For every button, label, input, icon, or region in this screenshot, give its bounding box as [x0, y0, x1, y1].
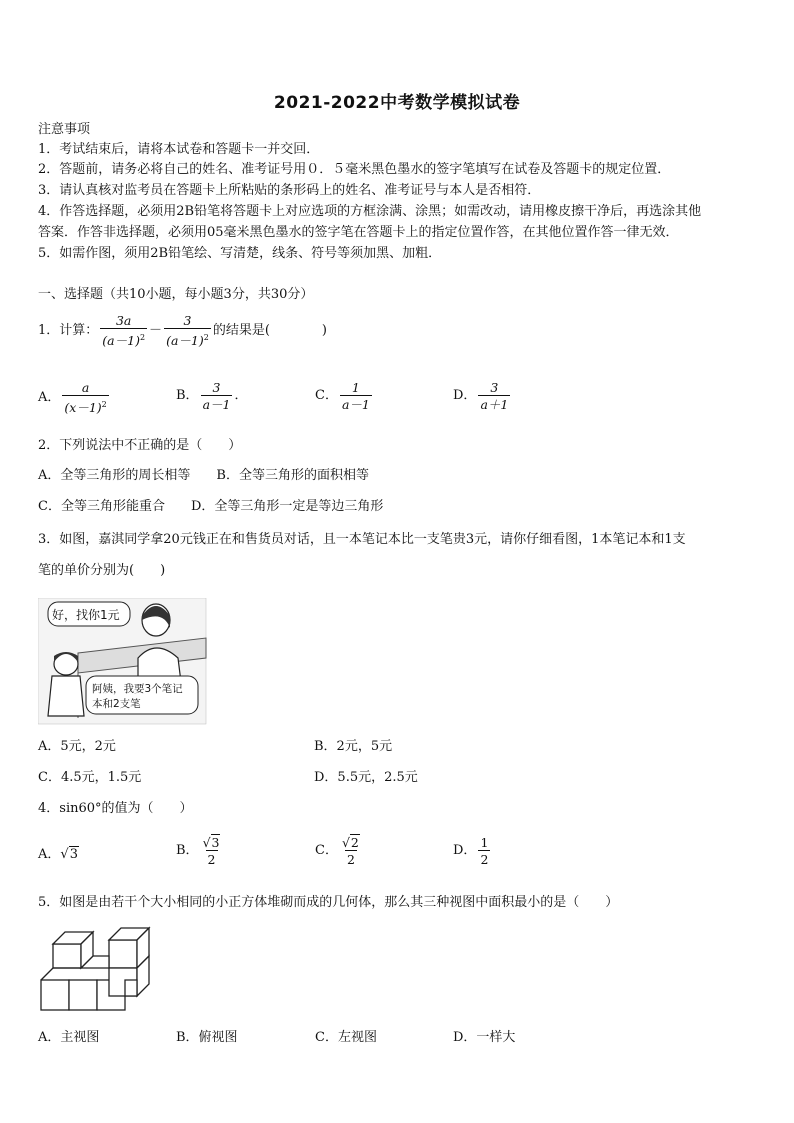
notice-item: 1．考试结束后，请将本试卷和答题卡一并交回． — [38, 142, 320, 157]
q1-option-b — [176, 380, 247, 412]
cube-stack-figure — [38, 926, 158, 1016]
denominator: a－1 — [341, 397, 370, 412]
question-3: 3．如图，嘉淇同学拿20元钱正在和售货员对话，且一本笔记本比一支笔贵3元，请你仔细看图，1本笔记本和1支 — [38, 532, 686, 547]
numerator: 1 — [351, 380, 360, 395]
q3-option-a: A．5元，2元 — [38, 739, 116, 754]
q1-f2-exponent: 2 — [203, 333, 209, 342]
q5-option-b: B．俯视图 — [176, 1030, 238, 1045]
q1-f2-den-text: (a－1) — [166, 333, 204, 349]
q4-option-d — [453, 835, 492, 867]
numerator: 3 — [490, 380, 499, 395]
option-label: B． — [176, 388, 199, 403]
q4-option-a — [38, 845, 79, 865]
sqrt-expression: √3 — [60, 847, 78, 862]
numerator: √2 — [341, 835, 359, 850]
notice-item: 4．作答选择题，必须用2B铅笔将答题卡上对应选项的方框涂满、涂黑；如需改动，请用橡皮擦干净后，再选涂其他 — [38, 204, 702, 219]
q1-option-a — [38, 380, 111, 415]
den-text: (x－1) — [64, 400, 102, 416]
option-label: C． — [315, 388, 338, 403]
q5-option-d: D．一样大 — [453, 1030, 516, 1045]
q1-fraction-1 — [100, 313, 147, 348]
q4-option-b — [176, 835, 224, 867]
q1-f2-numerator: 3 — [183, 313, 192, 328]
q1-f1-exponent: 2 — [139, 333, 146, 342]
denominator: 2 — [207, 852, 216, 867]
notice-item: 5．如需作图，须用2B铅笔绘、写清楚，线条、符号等须加黑、加粗． — [38, 246, 442, 261]
option-label: A． — [38, 389, 61, 405]
q4-d-fraction — [478, 835, 490, 867]
q1-fraction-2 — [164, 313, 211, 348]
shop-dialogue-illustration — [38, 598, 208, 726]
option-tail: ． — [234, 388, 248, 403]
radicand: 2 — [350, 835, 359, 850]
bubble-1-text: 好，找你1元 — [52, 608, 120, 622]
q1-b-fraction — [201, 380, 233, 412]
numerator: 3 — [212, 380, 221, 395]
q5-option-a: A．主视图 — [38, 1030, 100, 1045]
q4-c-fraction — [340, 835, 362, 867]
exponent: 2 — [101, 400, 107, 409]
denominator: a－1 — [202, 397, 231, 412]
question-1 — [38, 313, 327, 348]
q1-d-fraction — [478, 380, 510, 412]
notice-heading: 注意事项 — [38, 122, 91, 137]
question-5: 5．如图是由若干个大小相同的小正方体堆砌而成的几何体，那么其三种视图中面积最小的是（ ） — [38, 895, 619, 910]
denominator: 2 — [480, 852, 489, 867]
q1-c-fraction — [340, 380, 372, 412]
q3-option-c: C．4.5元，1.5元 — [38, 770, 142, 785]
numerator: 1 — [480, 835, 489, 850]
q4-b-fraction — [201, 835, 223, 867]
denominator — [62, 395, 108, 415]
q4-option-c — [315, 835, 364, 867]
q3-option-d: D．5.5元，2.5元 — [314, 770, 418, 785]
section-heading: 一、选择题（共10小题，每小题3分，共30分） — [38, 287, 314, 302]
notice-item: 2．答题前，请务必将自己的姓名、准考证号用０．５毫米黑色墨水的签字笔填写在试卷及答题卡的规定位置． — [38, 162, 671, 177]
q1-option-c — [315, 380, 374, 412]
option-label: C． — [315, 843, 338, 858]
q1-option-d — [453, 380, 512, 412]
notice-item: 答案．作答非选择题，必须用05毫米黑色墨水的签字笔在答题卡上的指定位置作答，在其他位置作答一律无效． — [38, 225, 679, 240]
q1-a-fraction — [62, 380, 108, 415]
q1-prefix: 1．计算： — [38, 322, 99, 338]
option-label: D． — [453, 388, 477, 403]
q3-option-b: B．2元，5元 — [314, 739, 393, 754]
option-label: A． — [38, 847, 61, 862]
denominator: 2 — [346, 852, 355, 867]
question-3-cont: 笔的单价分别为( ) — [38, 563, 166, 578]
q1-f1-denominator — [100, 328, 147, 348]
q1-minus: － — [149, 322, 163, 338]
numerator: a — [81, 380, 90, 395]
q2-options-ab: A．全等三角形的周长相等 B．全等三角形的面积相等 — [38, 468, 369, 483]
option-label: D． — [453, 843, 477, 858]
radicand: 3 — [69, 847, 78, 862]
question-2: 2．下列说法中不正确的是（ ） — [38, 438, 242, 453]
page-title: 2021-2022中考数学模拟试卷 — [273, 93, 521, 113]
numerator: √3 — [202, 835, 220, 850]
option-label: B． — [176, 843, 199, 858]
q1-f1-den-text: (a－1) — [102, 333, 140, 349]
notice-item: 3．请认真核对监考员在答题卡上所粘贴的条形码上的姓名、准考证号与本人是否相符． — [38, 183, 541, 198]
q1-f1-numerator: 3a — [115, 313, 132, 328]
q5-option-c: C．左视图 — [315, 1030, 377, 1045]
q1-suffix: 的结果是( ) — [212, 322, 327, 338]
bubble-2-text-line1: 阿姨，我要3个笔记 — [92, 683, 183, 695]
bubble-2-text-line2: 本和2支笔 — [92, 698, 141, 710]
q1-f2-denominator — [164, 328, 211, 348]
question-4: 4．sin60°的值为（ ） — [38, 801, 193, 816]
radicand: 3 — [211, 835, 220, 850]
denominator: a＋1 — [480, 397, 509, 412]
q2-options-cd: C．全等三角形能重合 D．全等三角形一定是等边三角形 — [38, 499, 384, 514]
